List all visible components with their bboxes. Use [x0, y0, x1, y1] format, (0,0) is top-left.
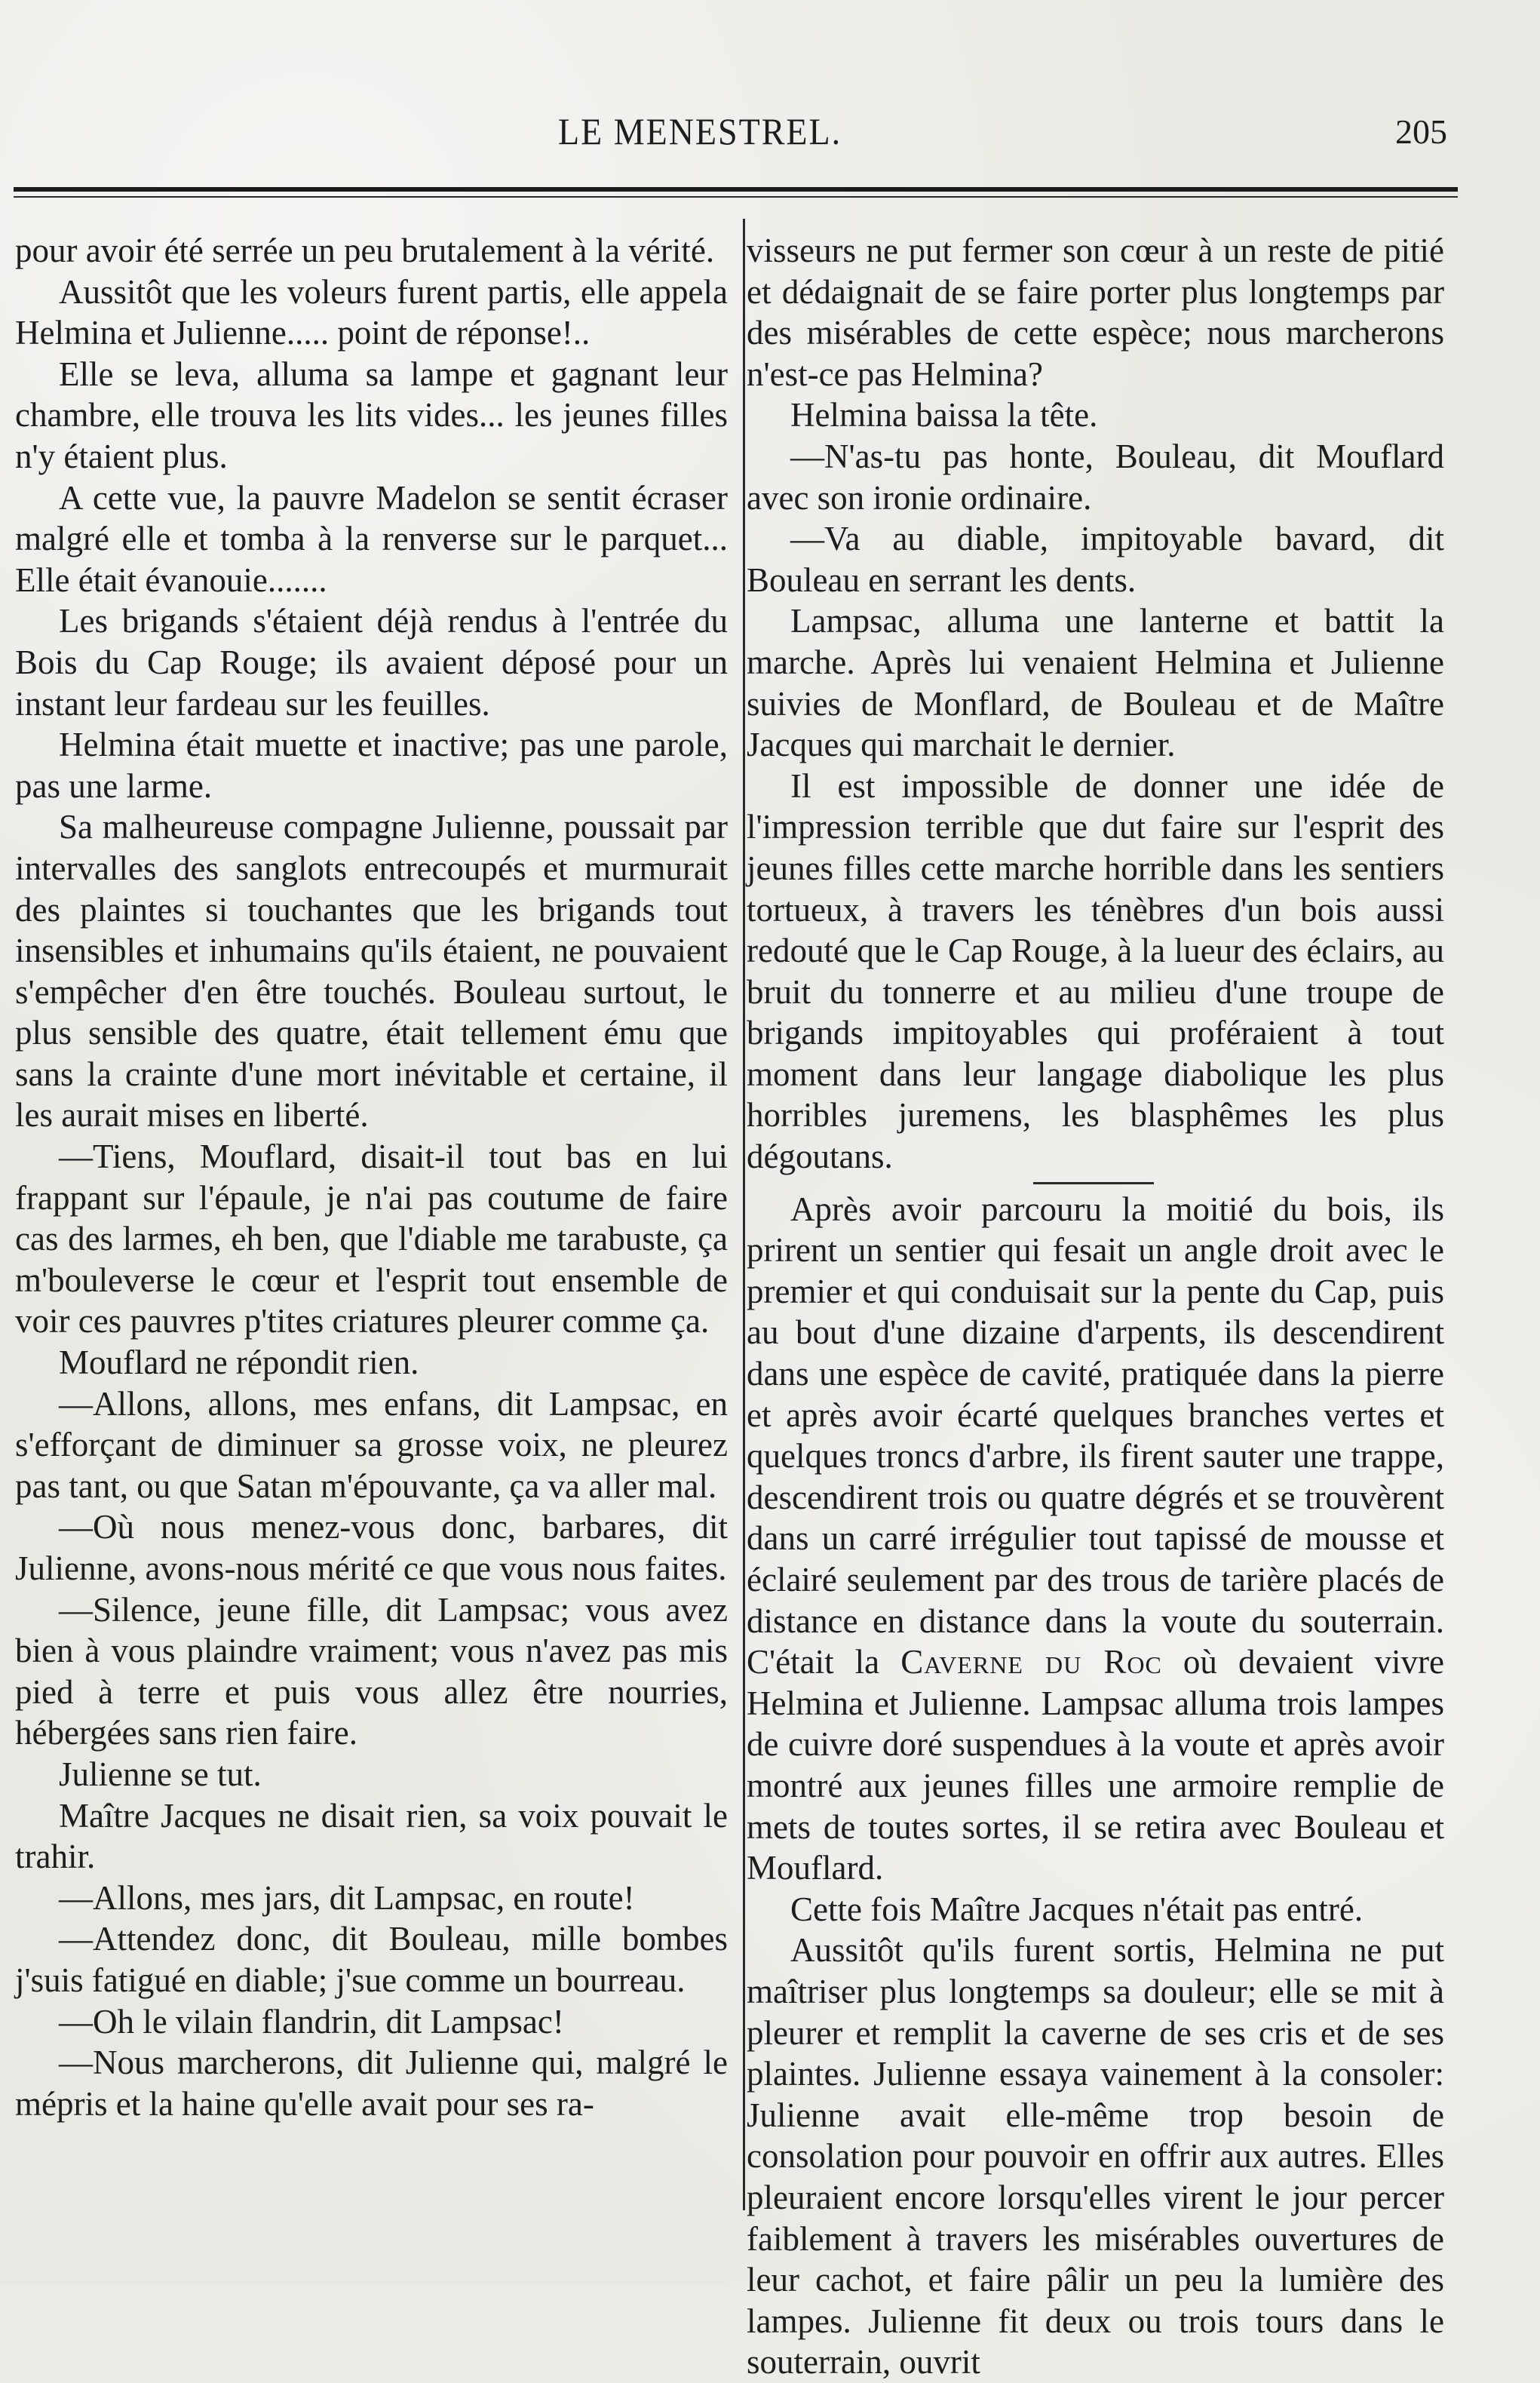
paragraph: Mouflard ne répondit rien.	[59, 1344, 419, 1382]
header-rule-thick	[14, 187, 1458, 192]
paragraph: Cette fois Maître Jacques n'était pas entré.	[790, 1890, 1364, 1928]
cave-name: Caverne du Roc	[900, 1643, 1162, 1681]
paragraph: Aussitôt qu'ils furent sortis, Helmina ne put maîtriser plus longtemps sa douleur; elle se mit à pleurer et remplit la caverne de ses cris et de ses plaintes. Julienne essaya vainement à la consoler: Julienne avait elle-même trop besoin de consolation pour pouvoir en offrir aux autres. Elles pleuraient encore lorsqu'elles virent le jour percer faiblement à travers les misérables ouvertures de leur cachot, et faire pâlir un peu la lumière des lampes. Julienne fit deux ou trois tours dans le souterrain, ouvrit	[747, 1931, 1444, 2381]
paragraph: Les brigands s'étaient déjà rendus à l'entrée du Bois du Cap Rouge; ils avaient déposé pour un instant leur fardeau sur les feuilles.	[15, 602, 728, 723]
paragraph: Elle se leva, alluma sa lampe et gagnant leur chambre, elle trouva les lits vides... les jeunes filles n'y étaient plus.	[15, 355, 728, 475]
paragraph-text: Après avoir parcouru la moitié du bois, ils prirent un sentier qui fesait un angle droit avec le premier et qui conduisait sur la pente du Cap, puis au bout d'une dizaine d'arpents, ils descendirent dans une espèce de cavité, pratiquée dans la pierre et après avoir écarté quelques branches vertes et quelques troncs d'arbre, ils firent sauter une trappe, descendirent trois ou quatre dégrés et se trouvèrent dans un carré irrégulier tout tapissé de mousse et éclairé seulement par des trous de tarière placés de distance en distance dans la voute du souterrain. C'était la	[747, 1190, 1444, 1681]
paragraph: —Tiens, Mouflard, disait-il tout bas en lui frappant sur l'épaule, je n'ai pas coutume de faire cas des larmes, eh ben, que l'diable me tarabuste, ça m'bouleverse le cœur et l'esprit tout ensemble de voir ces pauvres p'tites criatures pleurer comme ça.	[15, 1138, 728, 1340]
paragraph: —Allons, mes jars, dit Lampsac, en route!	[59, 1878, 635, 1917]
right-column	[747, 230, 1444, 2383]
paragraph: Sa malheureuse compagne Julienne, poussait par intervalles des sanglots entrecoupés et murmurait des plaintes si touchantes que les brigands tout insensibles et inhumains qu'ils étaient, ne pouvaient s'empêcher d'en être touchés. Bouleau surtout, le plus sensible des quatre, était tellement ému que sans la crainte d'une mort inévitable et certaine, il les aurait mises en liberté.	[15, 808, 728, 1135]
paragraph: —Va au diable, impitoyable bavard, dit Bouleau en serrant les dents.	[747, 520, 1444, 599]
paragraph: —Nous marcherons, dit Julienne qui, malgré le mépris et la haine qu'elle avait pour ses ra-	[15, 2044, 728, 2123]
paragraph: A cette vue, la pauvre Madelon se sentit écraser malgré elle et tomba à la renverse sur le parquet... Elle était évanouie.......	[15, 478, 728, 599]
section-divider	[1033, 1182, 1154, 1184]
paragraph: Julienne se tut.	[59, 1755, 262, 1793]
paragraph: —Oh le vilain flandrin, dit Lampsac!	[59, 2002, 564, 2041]
paragraph-text: où devaient vivre Helmina et Julienne. Lampsac alluma trois lampes de cuivre doré suspendues à la voute et après avoir montré aux jeunes filles une armoire remplie de mets de toutes sortes, il se retira avec Bouleau et Mouflard.	[747, 1643, 1444, 1887]
paragraph: —N'as-tu pas honte, Bouleau, dit Mouflard avec son ironie ordinaire.	[747, 437, 1444, 517]
paragraph: —Attendez donc, dit Bouleau, mille bombes j'suis fatigué en diable; j'sue comme un bourreau.	[15, 1920, 728, 1999]
paragraph: Helmina était muette et inactive; pas une parole, pas une larme.	[15, 726, 728, 805]
masthead-title: LE MENESTREL.	[558, 110, 842, 153]
paragraph: Il est impossible de donner une idée de l'impression terrible que dut faire sur l'esprit des jeunes filles cette marche horrible dans les sentiers tortueux, à travers les ténèbres d'un bois aussi redouté que le Cap Rouge, à la lueur des éclairs, au bruit du tonnerre et au milieu d'une troupe de brigands impitoyables qui proféraient à tout moment dans leur langage diabolique les plus horribles juremens, les blasphêmes les plus dégoutans.	[747, 766, 1444, 1176]
paragraph: Helmina baissa la tête.	[790, 396, 1098, 435]
paragraph: —Allons, allons, mes enfans, dit Lampsac, en s'efforçant de diminuer sa grosse voix, ne pleurez pas tant, ou que Satan m'épouvante, ça va aller mal.	[15, 1384, 728, 1505]
paragraph	[747, 1189, 1444, 1889]
paragraph: pour avoir été serrée un peu brutalement à la vérité.	[15, 232, 715, 269]
header-rule-thin	[14, 196, 1458, 198]
paragraph: visseurs ne put fermer son cœur à un reste de pitié et dédaignait de se faire porter plus longtemps par des misérables de cette espèce; nous marcherons n'est-ce pas Helmina?	[747, 232, 1444, 393]
page-number: 205	[1395, 112, 1447, 151]
paragraph: —Silence, jeune fille, dit Lampsac; vous avez bien à vous plaindre vraiment; vous n'avez pas mis pied à terre et puis vous allez être nourries, hébergées sans rien faire.	[15, 1590, 728, 1752]
left-column	[15, 230, 728, 2124]
paragraph: Aussitôt que les voleurs furent partis, elle appela Helmina et Julienne..... point de réponse!..	[15, 272, 728, 352]
paragraph: Maître Jacques ne disait rien, sa voix pouvait le trahir.	[15, 1796, 728, 1876]
paragraph: Lampsac, alluma une lanterne et battit la marche. Après lui venaient Helmina et Julienne suivies de Monflard, de Bouleau et de Maître Jacques qui marchait le dernier.	[747, 602, 1444, 764]
column-separator	[743, 219, 745, 2210]
paragraph: —Où nous menez-vous donc, barbares, dit Julienne, avons-nous mérité ce que vous nous faites.	[15, 1508, 728, 1587]
